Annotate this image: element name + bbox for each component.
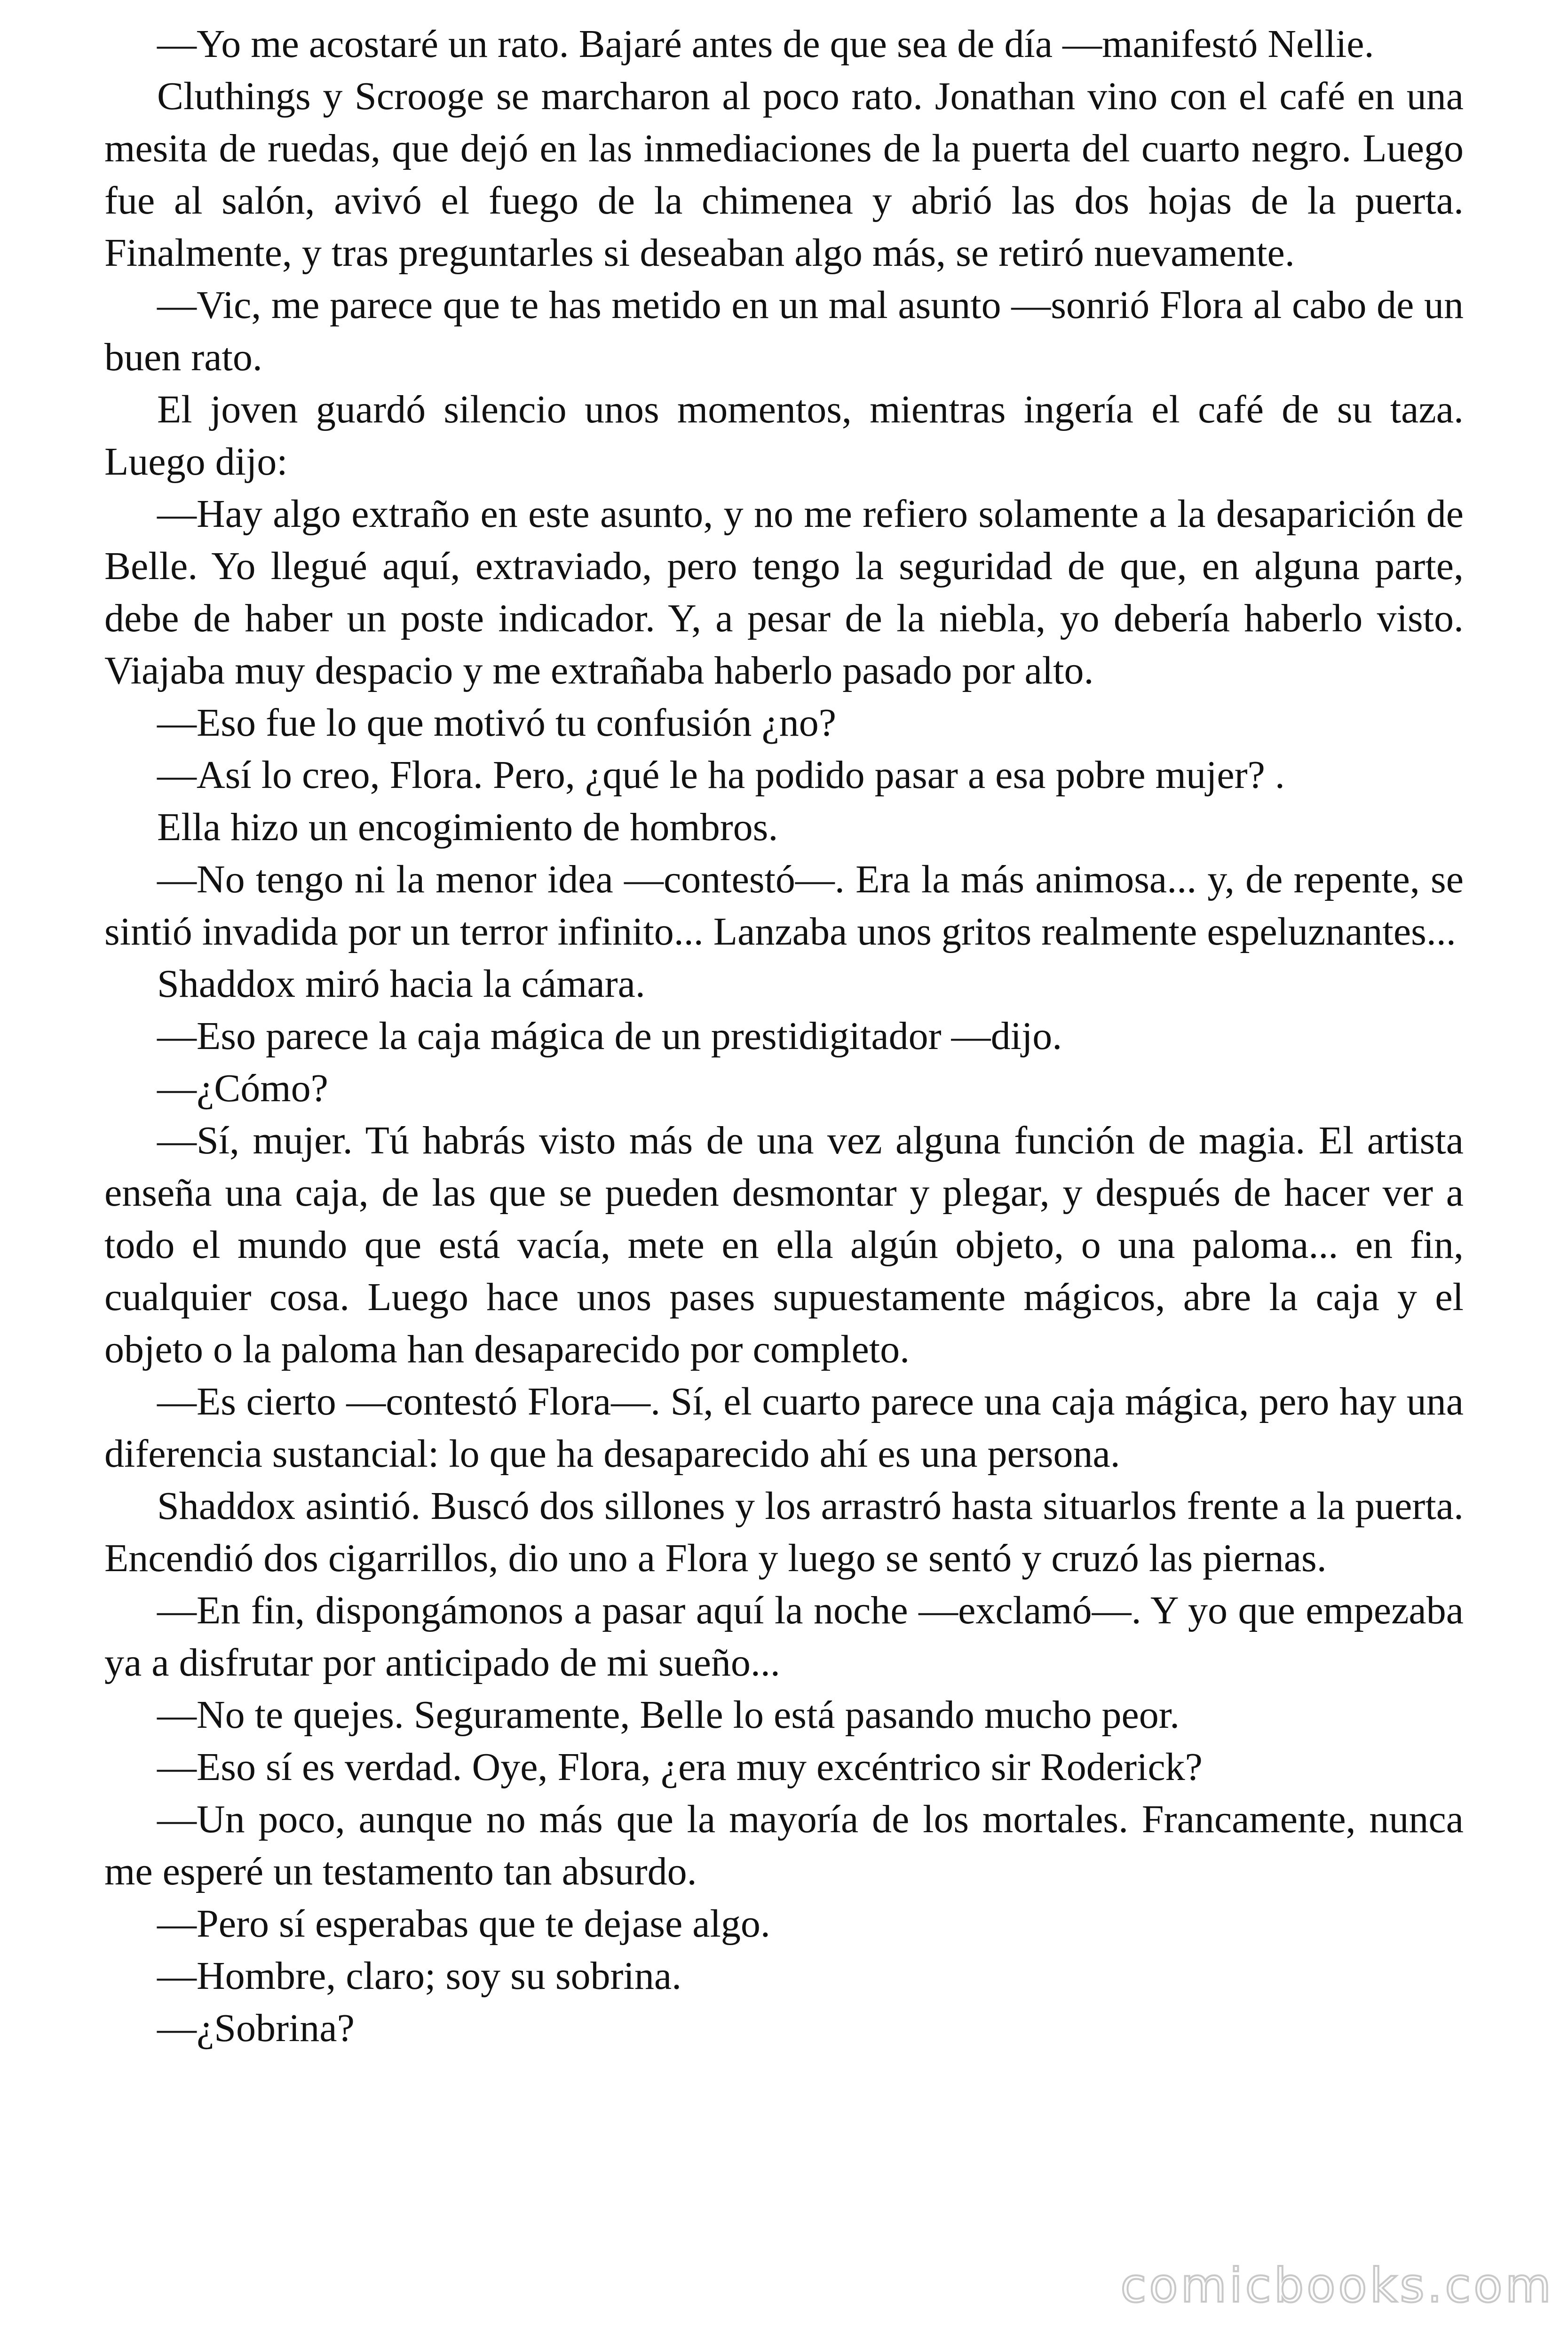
paragraph: Shaddox miró hacia la cámara. — [157, 962, 645, 1006]
paragraph: —Eso fue lo que motivó tu confusión ¿no? — [157, 701, 837, 745]
paragraph: —Hombre, claro; soy su sobrina. — [157, 1954, 682, 1998]
paragraph: —Hay algo extraño en este asunto, y no me refiero solamente a la desaparición de Belle. Yo llegué aquí, extraviado, pero tengo la seguridad de que, en alguna parte, debe de haber un poste indicador. Y, a pesar de la niebla, yo debería haberlo visto. Viajaba muy despacio y me extrañaba haberlo pasado por alto. — [104, 492, 1464, 692]
paragraph: —Así lo creo, Flora. Pero, ¿qué le ha podido pasar a esa pobre mujer? . — [157, 753, 1285, 797]
paragraph: Shaddox asintió. Buscó dos sillones y los arrastró hasta situarlos frente a la puerta. Encendió dos cigarrillos, dio uno a Flora y luego se sentó y cruzó las piernas. — [104, 1484, 1464, 1580]
watermark-logo: comicbooks.com — [1120, 2258, 1554, 2313]
paragraph: —No te quejes. Seguramente, Belle lo está pasando mucho peor. — [157, 1693, 1180, 1737]
paragraph: —Yo me acostaré un rato. Bajaré antes de que sea de día —manifestó Nellie. — [157, 22, 1374, 66]
paragraph: —Eso sí es verdad. Oye, Flora, ¿era muy excéntrico sir Roderick? — [157, 1745, 1203, 1789]
paragraph: —No tengo ni la menor idea —contestó—. Era la más animosa... y, de repente, se sintió invadida por un terror infinito... Lanzaba unos gritos realmente espeluznantes... — [104, 858, 1464, 954]
paragraph: —Pero sí esperabas que te dejase algo. — [157, 1902, 770, 1946]
paragraph: —En fin, dispongámonos a pasar aquí la noche —exclamó—. Y yo que empezaba ya a disfrutar por anticipado de mi sueño... — [104, 1589, 1464, 1685]
paragraph: —Es cierto —contestó Flora—. Sí, el cuarto parece una caja mágica, pero hay una diferencia sustancial: lo que ha desaparecido ahí es una persona. — [104, 1380, 1464, 1476]
paragraph: —¿Cómo? — [157, 1066, 328, 1110]
paragraph: El joven guardó silencio unos momentos, mientras ingería el café de su taza. Luego dijo: — [104, 388, 1464, 484]
paragraph: —Un poco, aunque no más que la mayoría de los mortales. Francamente, nunca me esperé un testamento tan absurdo. — [104, 1797, 1464, 1893]
paragraph: —Eso parece la caja mágica de un prestidigitador —dijo. — [157, 1014, 1062, 1058]
paragraph: —Vic, me parece que te has metido en un mal asunto —sonrió Flora al cabo de un buen rato. — [104, 283, 1464, 379]
paragraph: —Sí, mujer. Tú habrás visto más de una vez alguna función de magia. El artista enseña una caja, de las que se pueden desmontar y plegar, y después de hacer ver a todo el mundo que está vacía, mete en ella algún objeto, o una paloma... en fin, cualquier cosa. Luego hace unos pases supuestamente mágicos, abre la caja y el objeto o la paloma han desaparecido por completo. — [104, 1119, 1464, 1371]
paragraph: Cluthings y Scrooge se marcharon al poco rato. Jonathan vino con el café en una mesita de ruedas, que dejó en las inmediaciones de la puerta del cuarto negro. Luego fue al salón, avivó el fuego de la chimenea y abrió las dos hojas de la puerta. Finalmente, y tras preguntarles si deseaban algo más, se retiró nuevamente. — [104, 74, 1464, 275]
paragraph: Ella hizo un encogimiento de hombros. — [157, 805, 778, 849]
paragraph: —¿Sobrina? — [157, 2006, 355, 2050]
body-text — [104, 18, 1464, 2054]
